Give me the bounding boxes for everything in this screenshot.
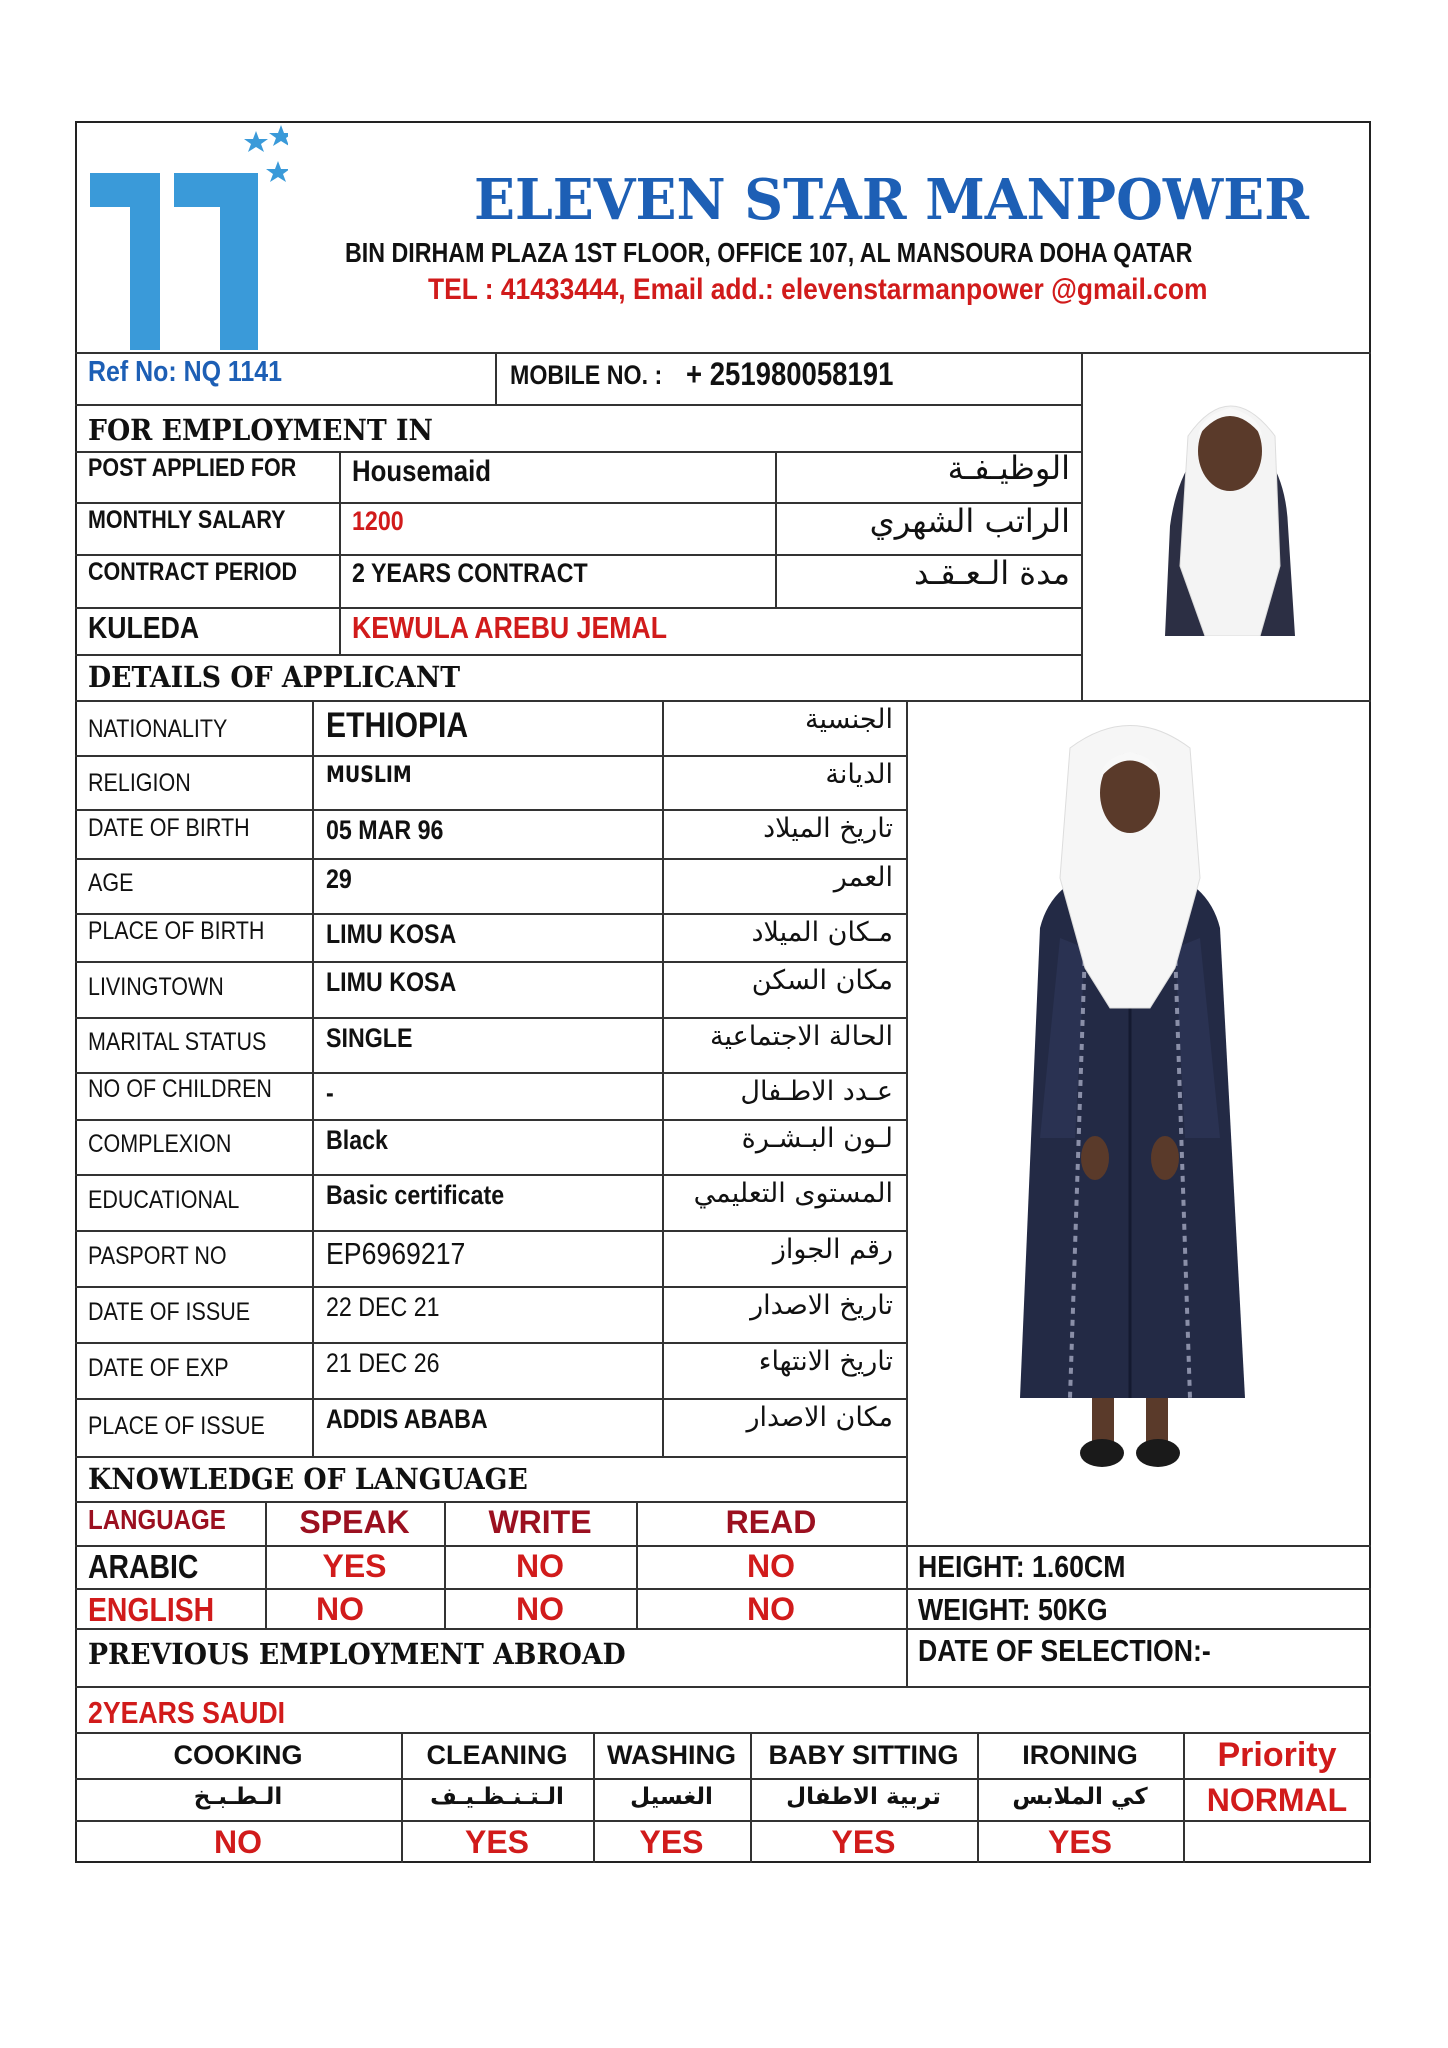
lang-english: ENGLISH (88, 1591, 215, 1628)
applicant-heading: DETAILS OF APPLICANT (88, 660, 461, 694)
applicant-value-11: 22 DEC 21 (326, 1292, 440, 1322)
weight-value: WEIGHT: 50KG (918, 1592, 1108, 1627)
applicant-label-13: PLACE OF ISSUE (88, 1412, 265, 1440)
applicant-value-8: Black (326, 1125, 388, 1155)
applicant-arabic-2: تاريخ الميلاد (763, 813, 893, 844)
applicant-value-0: ETHIOPIA (326, 706, 469, 745)
mobile-value: + 251980058191 (686, 356, 894, 392)
applicant-value-3: 29 (326, 864, 352, 894)
applicant-label-5: LIVINGTOWN (88, 973, 224, 1001)
applicant-arabic-13: مكان الاصدار (746, 1402, 893, 1433)
previous-employment-value: 2YEARS SAUDI (88, 1695, 286, 1730)
contract-period-arabic: مدة الـعـقـد (913, 554, 1070, 592)
applicant-label-3: AGE (88, 869, 134, 897)
applicant-arabic-5: مكان السكن (751, 965, 893, 996)
lang-english-write: NO (516, 1591, 564, 1627)
skill-4-arabic: كي الملابس (1012, 1784, 1148, 1810)
applicant-value-12: 21 DEC 26 (326, 1348, 440, 1378)
applicant-arabic-9: المستوى التعليمي (693, 1178, 893, 1209)
date-of-selection: DATE OF SELECTION:- (918, 1633, 1211, 1668)
applicant-label-4: PLACE OF BIRTH (88, 917, 265, 945)
lang-english-read: NO (747, 1591, 795, 1627)
applicant-arabic-1: الديانة (825, 759, 893, 790)
contract-period-value: 2 YEARS CONTRACT (352, 558, 588, 588)
language-heading: KNOWLEDGE OF LANGUAGE (88, 1462, 528, 1496)
applicant-value-5: LIMU KOSA (326, 967, 457, 997)
agent-label: KULEDA (88, 610, 200, 645)
applicant-arabic-10: رقم الجواز (772, 1234, 893, 1265)
lang-arabic-speak: YES (322, 1548, 387, 1584)
applicant-value-1: MUSLIM (326, 763, 412, 788)
ref-number: Ref No: NQ 1141 (88, 356, 283, 388)
applicant-value-10: EP6969217 (326, 1236, 466, 1271)
skill-0-label: COOKING (173, 1740, 303, 1770)
applicant-label-6: MARITAL STATUS (88, 1028, 267, 1056)
skill-3-arabic: تربية الاطفال (786, 1784, 941, 1810)
eleven-star-logo-icon (88, 125, 288, 350)
applicant-value-4: LIMU KOSA (326, 919, 457, 949)
applicant-label-7: NO OF CHILDREN (88, 1075, 272, 1103)
skill-2-label: WASHING (606, 1740, 736, 1770)
applicant-value-13: ADDIS ABABA (326, 1404, 488, 1434)
skill-1-label: CLEANING (426, 1740, 568, 1770)
skill-4-label: IRONING (1022, 1740, 1138, 1770)
lang-arabic: ARABIC (88, 1548, 199, 1585)
applicant-label-9: EDUCATIONAL (88, 1186, 240, 1214)
priority-value: NORMAL (1206, 1782, 1348, 1818)
applicant-label-1: RELIGION (88, 769, 191, 797)
applicant-label-11: DATE OF ISSUE (88, 1298, 251, 1326)
lang-header-speak: SPEAK (299, 1504, 410, 1540)
applicant-value-6: SINGLE (326, 1023, 413, 1053)
skill-3-value: YES (831, 1824, 896, 1860)
contract-period-label: CONTRACT PERIOD (88, 558, 298, 586)
applicant-label-12: DATE OF EXP (88, 1354, 229, 1382)
applicant-value-7: - (326, 1078, 334, 1108)
skill-1-arabic: الـتـنـظـيـف (430, 1784, 564, 1810)
applicant-arabic-7: عـدد الاطـفال (740, 1076, 893, 1107)
monthly-salary-label: MONTHLY SALARY (88, 506, 286, 534)
applicant-label-2: DATE OF BIRTH (88, 814, 250, 842)
previous-employment-heading: PREVIOUS EMPLOYMENT ABROAD (88, 1637, 626, 1671)
applicant-arabic-4: مـكان الميلاد (751, 917, 893, 948)
applicant-label-10: PASPORT NO (88, 1242, 227, 1270)
applicant-value-9: Basic certificate (326, 1180, 505, 1210)
monthly-salary-value: 1200 (352, 506, 404, 536)
skill-4-value: YES (1047, 1824, 1113, 1860)
applicant-arabic-12: تاريخ الانتهاء (758, 1346, 893, 1377)
priority-label: Priority (1217, 1736, 1337, 1774)
post-applied-arabic: الوظيـفـة (947, 449, 1070, 487)
applicant-arabic-3: العمر (833, 862, 893, 893)
applicant-arabic-11: تاريخ الاصدار (750, 1290, 893, 1321)
applicant-label-8: COMPLEXION (88, 1130, 232, 1158)
monthly-salary-arabic: الراتب الشهري (869, 502, 1070, 540)
applicant-arabic-0: الجنسية (804, 704, 893, 735)
skill-3-label: BABY SITTING (768, 1740, 959, 1770)
lang-header-write: WRITE (488, 1504, 592, 1540)
height-value: HEIGHT: 1.60CM (918, 1549, 1126, 1584)
company-logo (88, 125, 288, 350)
company-contact: TEL : 41433444, Email add.: elevenstarmanpower @gmail.com (428, 273, 1208, 306)
mobile-label: MOBILE NO. : (510, 360, 663, 390)
skill-0-arabic: الـطـبـخ (193, 1784, 283, 1810)
lang-arabic-read: NO (747, 1548, 795, 1584)
post-applied-label: POST APPLIED FOR (88, 454, 297, 482)
skill-1-value: YES (464, 1824, 530, 1860)
lang-arabic-write: NO (516, 1548, 564, 1584)
lang-english-speak: NO (316, 1591, 364, 1627)
lang-header-read: READ (725, 1504, 817, 1540)
applicant-portrait-photo (1110, 356, 1350, 636)
applicant-arabic-8: لـون البـشـرة (741, 1123, 893, 1154)
skill-0-value: NO (214, 1824, 262, 1860)
agent-value: KEWULA AREBU JEMAL (352, 610, 667, 645)
applicant-arabic-6: الحالة الاجتماعية (710, 1021, 893, 1052)
skill-2-arabic: الغسيل (630, 1784, 713, 1810)
employment-heading: FOR EMPLOYMENT IN (88, 413, 433, 447)
applicant-value-2: 05 MAR 96 (326, 815, 444, 845)
skill-2-value: YES (639, 1824, 704, 1860)
applicant-label-0: NATIONALITY (88, 715, 228, 743)
applicant-full-body-photo (1000, 708, 1260, 1498)
post-applied-value: Housemaid (352, 455, 492, 488)
lang-header-language: LANGUAGE (88, 1504, 226, 1535)
company-address: BIN DIRHAM PLAZA 1ST FLOOR, OFFICE 107, AL MANSOURA DOHA QATAR (345, 237, 1193, 268)
company-name: ELEVEN STAR MANPOWER (474, 167, 1309, 233)
